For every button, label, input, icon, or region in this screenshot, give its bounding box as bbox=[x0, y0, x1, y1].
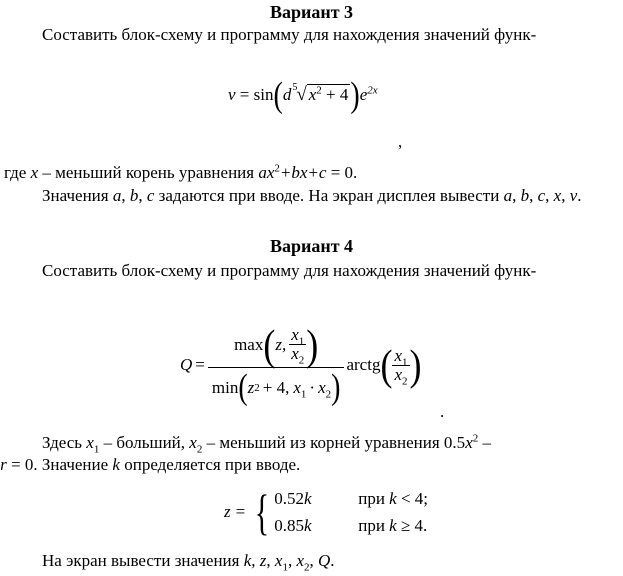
power-2: 2 bbox=[472, 432, 479, 445]
radicand-x: x bbox=[308, 84, 317, 104]
formula-eq: = bbox=[239, 84, 250, 104]
var-x2: x bbox=[296, 551, 304, 570]
var-x: x bbox=[30, 163, 39, 182]
var-x1: x bbox=[274, 551, 283, 570]
frac-x1-x2 bbox=[289, 325, 306, 367]
text-larger: – больший, bbox=[99, 433, 190, 452]
var-x1: x bbox=[394, 345, 402, 365]
sub-1: 1 bbox=[402, 355, 408, 368]
period: . bbox=[330, 551, 335, 570]
piecewise-eq: = bbox=[235, 502, 246, 521]
variant-4-roots-text bbox=[0, 432, 616, 476]
sep: , bbox=[287, 551, 297, 570]
piecewise-z: z bbox=[224, 502, 231, 521]
roots-line2 bbox=[0, 454, 300, 476]
sub-2: 2 bbox=[304, 561, 310, 574]
var-k: k bbox=[303, 489, 312, 508]
formula-sin: sin bbox=[253, 84, 274, 104]
var-bx-c: +bx+c bbox=[279, 163, 327, 182]
plus-four: + 4, bbox=[262, 377, 290, 397]
radicand-plus-four: + 4 bbox=[326, 84, 349, 104]
cond-ge-4: ≥ 4. bbox=[396, 516, 428, 535]
sep: , bbox=[529, 186, 538, 205]
fn-min: min bbox=[211, 377, 239, 397]
var-v: v bbox=[569, 186, 578, 205]
denominator-min: min ( z 2 + 4, $x_1$ · $x_2$ ) bbox=[211, 366, 341, 407]
var-Q: Q bbox=[318, 551, 331, 570]
var-a: a bbox=[503, 186, 513, 205]
sep: , bbox=[138, 186, 147, 205]
power-2: 2 bbox=[274, 162, 280, 175]
var-k: k bbox=[389, 489, 397, 508]
var-x1: x bbox=[293, 377, 301, 397]
big-fraction bbox=[208, 320, 345, 408]
variant-4-task-line1: Составить блок-схему и программу для нахождения значений функ- bbox=[42, 261, 537, 280]
left-paren: ( bbox=[263, 320, 276, 369]
right-paren: ) bbox=[350, 75, 360, 116]
left-paren: ( bbox=[238, 366, 248, 407]
period: . bbox=[577, 186, 582, 205]
fn-max: max bbox=[234, 334, 264, 354]
formula-e: e bbox=[359, 84, 368, 104]
var-ax: ax bbox=[258, 163, 275, 182]
case-1 bbox=[274, 485, 428, 512]
dash: – bbox=[478, 433, 491, 452]
text-determined: определяется при вводе. bbox=[119, 455, 301, 474]
var-x2: x bbox=[394, 364, 402, 384]
var-k: k bbox=[112, 455, 120, 474]
var-c: c bbox=[537, 186, 546, 205]
right-paren: ) bbox=[306, 320, 319, 369]
sub-2: 2 bbox=[325, 387, 332, 400]
var-x1: x bbox=[86, 433, 94, 452]
variant-4-task bbox=[4, 260, 616, 304]
sep: , bbox=[309, 551, 318, 570]
text-output: На экран вывести значения bbox=[42, 551, 244, 570]
text-value: = 0. Значение bbox=[6, 455, 113, 474]
var-k: k bbox=[243, 551, 252, 570]
radicand bbox=[307, 84, 351, 104]
variant-3-title: Вариант 3 bbox=[269, 2, 354, 22]
variant-3-formula bbox=[228, 75, 378, 116]
text-when: при bbox=[358, 489, 390, 508]
var-k: k bbox=[389, 516, 397, 535]
sub-2: 2 bbox=[298, 354, 305, 367]
variant-3-comma: , bbox=[398, 132, 403, 151]
right-paren: ) bbox=[331, 366, 341, 407]
var-z: z bbox=[247, 377, 255, 397]
text-where: где bbox=[4, 163, 31, 182]
variant-3-input-text bbox=[4, 185, 616, 207]
right-paren: ) bbox=[409, 341, 422, 389]
variant-4-piecewise bbox=[224, 482, 428, 542]
variant-4-output-text bbox=[4, 550, 616, 572]
left-brace-icon: { bbox=[255, 484, 270, 540]
left-paren: ( bbox=[273, 75, 283, 116]
root-sign-icon: √ bbox=[296, 83, 307, 105]
text-values: Значения bbox=[42, 186, 113, 205]
sub-2: 2 bbox=[402, 374, 408, 387]
formula-v: v bbox=[228, 84, 236, 104]
sub-1: 1 bbox=[298, 335, 305, 348]
radicand-power: 2 bbox=[316, 84, 322, 97]
sep: , bbox=[121, 186, 130, 205]
var-b: b bbox=[520, 186, 530, 205]
var-r: r bbox=[0, 455, 7, 474]
sep: , bbox=[266, 551, 275, 570]
formula-eq: = bbox=[195, 355, 205, 374]
variant-4-title: Вариант 4 bbox=[269, 236, 354, 256]
var-x2: x bbox=[291, 344, 299, 363]
var-x1: x bbox=[291, 325, 299, 344]
case-2 bbox=[274, 512, 428, 539]
var-b: b bbox=[129, 186, 139, 205]
numerator-max bbox=[230, 320, 322, 369]
sep: , bbox=[251, 551, 260, 570]
piecewise-cases bbox=[274, 485, 428, 539]
left-paren: ( bbox=[380, 341, 393, 389]
var-z: z bbox=[259, 551, 267, 570]
text-input-output: задаются при вводе. На экран дисплея вывести bbox=[154, 186, 504, 205]
variant-4-formula bbox=[180, 320, 422, 410]
variant-3-task-line1: Составить блок-схему и программу для нахождения значений функ- bbox=[42, 25, 537, 44]
root-index: 5 bbox=[292, 81, 298, 93]
sub-1: 1 bbox=[93, 443, 100, 456]
formula-e-power: 2x bbox=[367, 84, 378, 97]
var-x: x bbox=[465, 433, 473, 452]
var-a: a bbox=[112, 186, 122, 205]
var-z: z, bbox=[275, 334, 287, 354]
sub-1: 1 bbox=[300, 387, 307, 400]
variant-3-root-text bbox=[4, 162, 616, 184]
fifth-root bbox=[291, 81, 350, 106]
formula-d: d bbox=[282, 84, 292, 104]
sub-1: 1 bbox=[282, 561, 288, 574]
text-when: при bbox=[358, 516, 390, 535]
text-smaller-roots: – меньший из корней уравнения 0.5 bbox=[202, 433, 466, 452]
fn-arctg: arctg bbox=[346, 355, 381, 374]
coef-052: 0.52 bbox=[274, 489, 304, 508]
coef-085: 0.85 bbox=[274, 516, 304, 535]
sub-2: 2 bbox=[196, 443, 203, 456]
var-x: x bbox=[553, 186, 562, 205]
text-here: Здесь bbox=[42, 433, 87, 452]
var-k: k bbox=[303, 516, 312, 535]
var-x2: x bbox=[318, 377, 326, 397]
variant-3-task bbox=[4, 24, 616, 68]
frac-arctg bbox=[392, 345, 409, 387]
sep: , bbox=[561, 186, 570, 205]
formula-Q: Q bbox=[180, 355, 193, 374]
text-eq-zero: = 0. bbox=[326, 163, 358, 182]
var-x2: x bbox=[189, 433, 197, 452]
var-c: c bbox=[146, 186, 155, 205]
variant-4-period: . bbox=[440, 402, 445, 421]
dot-operator: · bbox=[309, 377, 316, 397]
sep: , bbox=[512, 186, 521, 205]
cond-lt-4: < 4; bbox=[396, 489, 429, 508]
text-smaller-root: – меньший корень уравнения bbox=[38, 163, 259, 182]
sep: , bbox=[545, 186, 550, 205]
